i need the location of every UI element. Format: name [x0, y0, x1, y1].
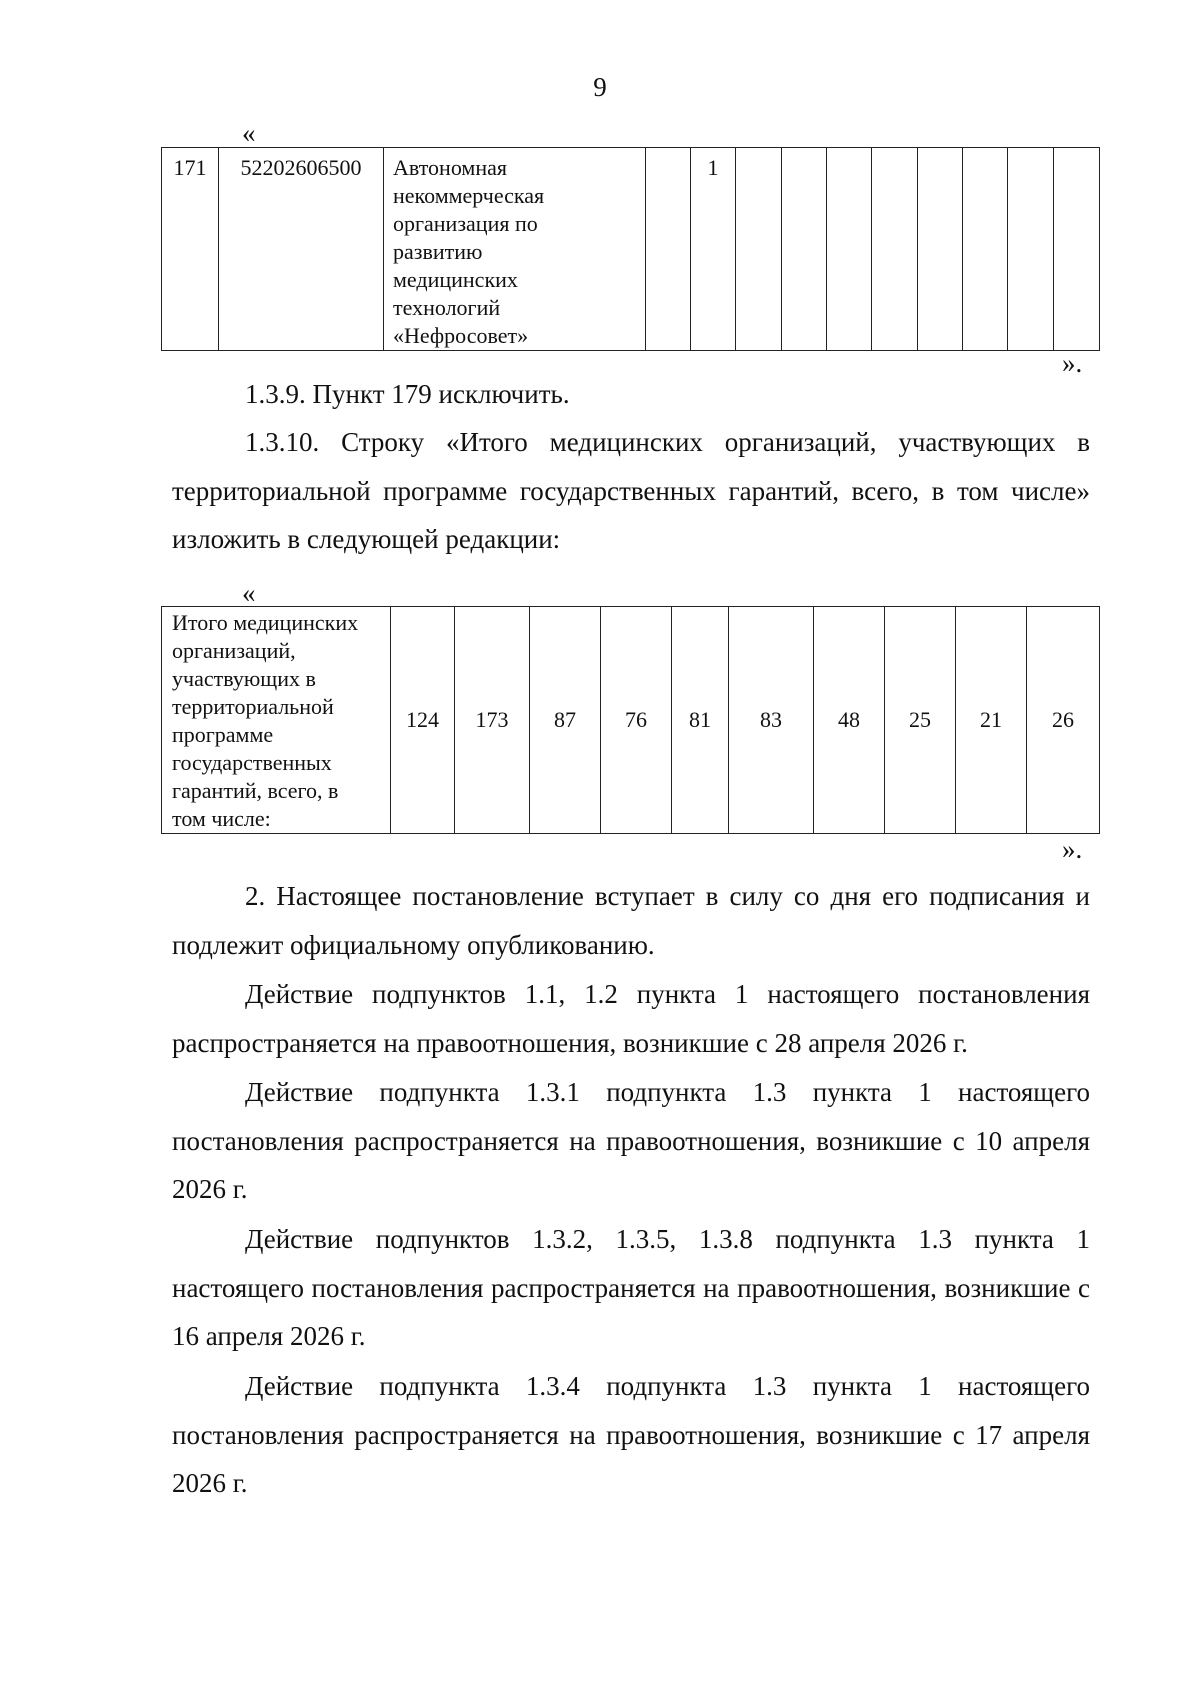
total-value-cell: 87 — [530, 607, 601, 834]
org-name-line: некоммерческая — [393, 183, 545, 208]
totals-label-cell — [162, 607, 391, 834]
label-line: участвующих в — [172, 666, 316, 691]
value-cell — [963, 148, 1008, 351]
org-name-cell — [384, 148, 646, 351]
total-value-cell: 26 — [1027, 607, 1100, 834]
value-cell — [646, 148, 691, 351]
paragraph-action-3: Действие подпунктов 1.3.2, 1.3.5, 1.3.8 подпункта 1.3 пункта 1 настоящего постановления распространяется на правоотношения, возникшие с 16 апреля 2026 г. — [172, 1224, 1090, 1351]
paragraph-action-1: Действие подпунктов 1.1, 1.2 пункта 1 настоящего постановления распространяется на правоотношения, возникшие с 28 апреля 2026 г. — [172, 979, 1090, 1058]
paragraph-1-3-10: 1.3.10. Строку «Итого медицинских организаций, участвующих в территориальной программе государственных гарантий, всего, в том числе» изложить в следующей редакции: — [172, 427, 1090, 554]
total-value-cell: 124 — [391, 607, 455, 834]
value-cell: 1 — [691, 148, 736, 351]
org-code-cell: 52202606500 — [219, 148, 384, 351]
table-row — [162, 148, 1100, 351]
opening-quote: « — [242, 118, 256, 148]
value-cell — [918, 148, 963, 351]
label-line: государственных — [172, 750, 332, 775]
value-cell — [1054, 148, 1100, 351]
organization-table — [161, 147, 1100, 351]
paragraph-1-3-9: 1.3.9. Пункт 179 исключить. — [245, 379, 570, 409]
totals-table — [161, 606, 1100, 834]
total-value-cell: 83 — [729, 607, 814, 834]
total-value-cell: 48 — [814, 607, 885, 834]
closing-quote: ». — [1062, 834, 1083, 864]
label-line: гарантий, всего, в — [172, 778, 339, 803]
row-number-cell: 171 — [162, 148, 219, 351]
total-value-cell: 173 — [455, 607, 530, 834]
total-value-cell: 21 — [956, 607, 1027, 834]
paragraph-action-2: Действие подпункта 1.3.1 подпункта 1.3 пункта 1 настоящего постановления распространяется на правоотношения, возникшие с 10 апреля 2026 г. — [172, 1077, 1090, 1204]
paragraph-action-4: Действие подпункта 1.3.4 подпункта 1.3 пункта 1 настоящего постановления распространяется на правоотношения, возникшие с 17 апреля 2026 г. — [172, 1371, 1090, 1498]
value-cell — [827, 148, 872, 351]
value-cell — [1008, 148, 1054, 351]
org-name-line: организация по — [393, 211, 538, 236]
org-name-line: развитию — [393, 239, 483, 264]
closing-quote: ». — [1062, 348, 1083, 378]
org-name-line: Автономная — [393, 155, 507, 180]
opening-quote: « — [242, 578, 256, 608]
paragraph-2: 2. Настоящее постановление вступает в силу со дня его подписания и подлежит официальному опубликованию. — [172, 881, 1090, 960]
value-cell — [872, 148, 918, 351]
value-cell — [782, 148, 827, 351]
total-value-cell: 25 — [885, 607, 956, 834]
total-value-cell: 76 — [601, 607, 672, 834]
page-number: 9 — [593, 72, 607, 102]
table-row — [162, 607, 1100, 834]
value-cell — [736, 148, 782, 351]
org-name-line: технологий — [393, 295, 501, 320]
label-line: организаций, — [172, 638, 296, 663]
org-name-line: медицинских — [393, 267, 518, 292]
label-line: Итого медицинских — [172, 610, 359, 635]
org-name-line: «Нефросовет» — [393, 323, 529, 348]
label-line: территориальной — [172, 694, 334, 719]
label-line: программе — [172, 722, 274, 747]
total-value-cell: 81 — [672, 607, 729, 834]
label-line: том числе: — [172, 806, 271, 831]
